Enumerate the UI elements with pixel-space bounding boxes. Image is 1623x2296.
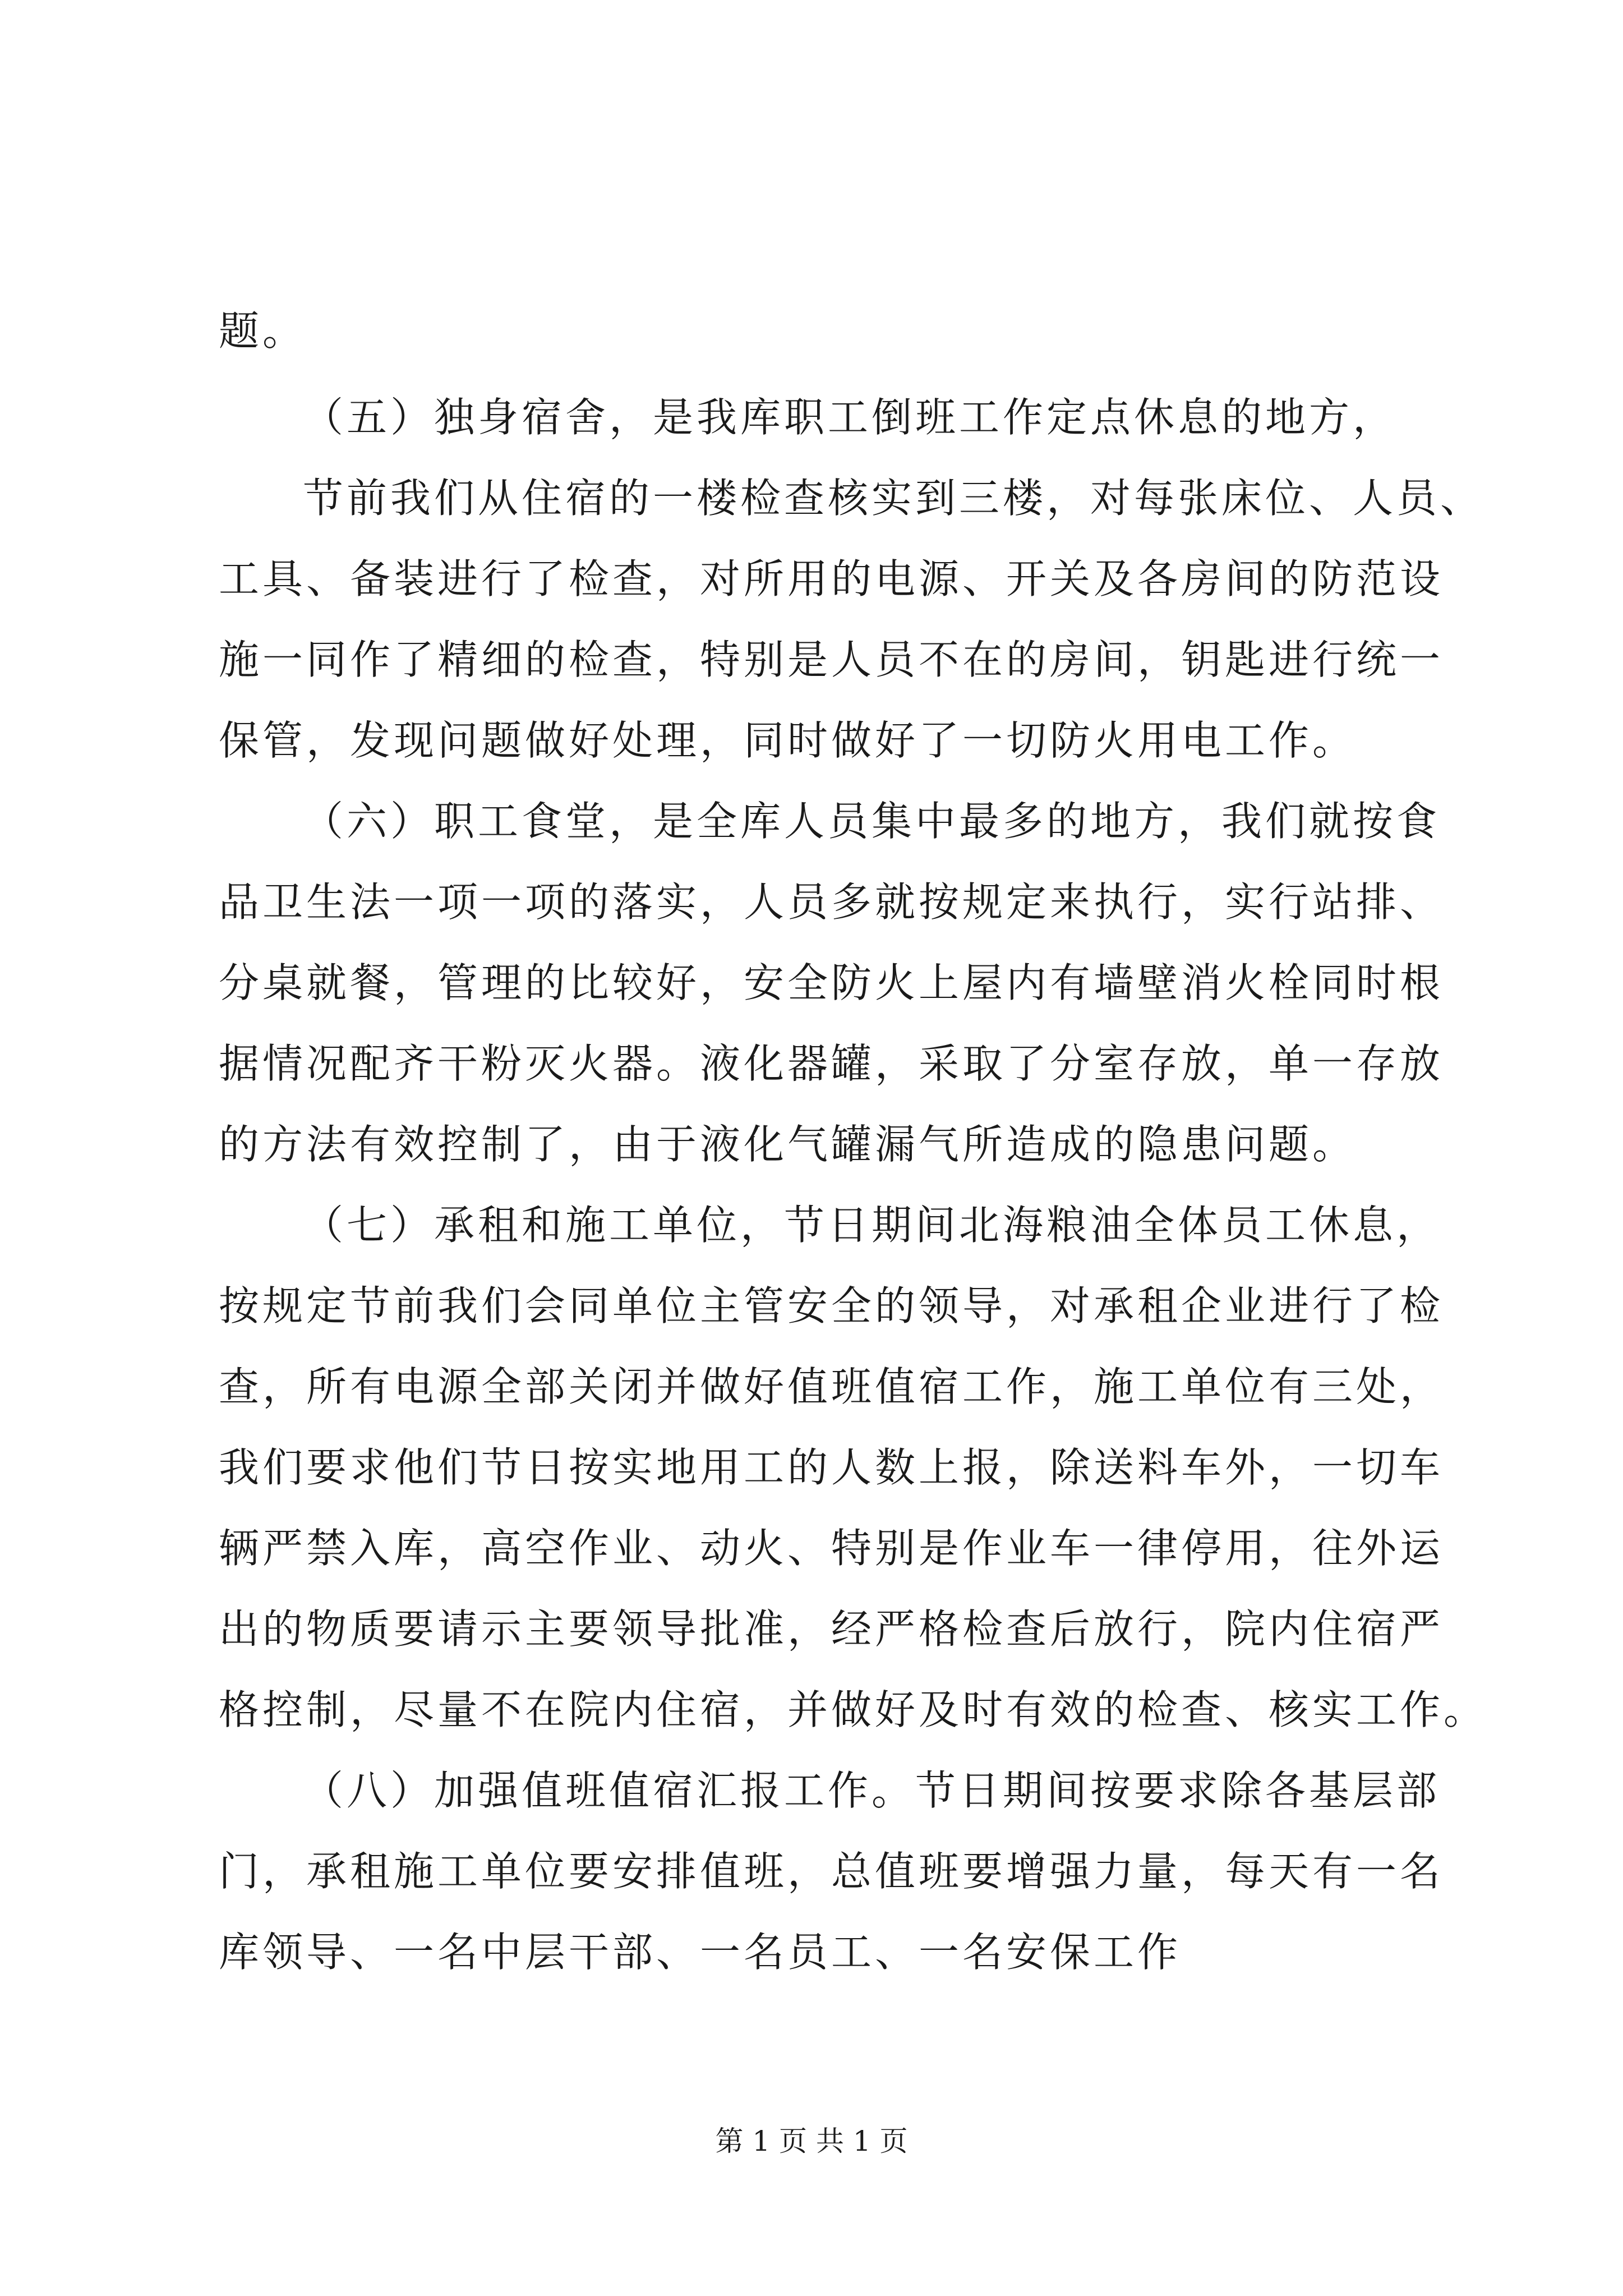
body-line: 分桌就餐，管理的比较好，安全防火上屋内有墙壁消火栓同时根: [219, 959, 1444, 1006]
body-line: 品卫生法一项一项的落实，人员多就按规定来执行，实行站排、: [219, 878, 1444, 926]
body-line: 门，承租施工单位要安排值班，总值班要增强力量，每天有一名: [219, 1848, 1444, 1895]
body-line: 工具、备装进行了检查，对所用的电源、开关及各房间的防范设: [219, 555, 1444, 602]
body-line: 施一同作了精细的检查，特别是人员不在的房间，钥匙进行统一: [219, 636, 1444, 683]
body-line: 格控制，尽量不在院内住宿，并做好及时有效的检查、核实工作。: [219, 1686, 1488, 1733]
body-line: （五）独身宿舍，是我库职工倒班工作定点休息的地方，: [303, 394, 1397, 441]
body-line: （六）职工食堂，是全库人员集中最多的地方，我们就按食: [303, 798, 1441, 845]
body-line: 按规定节前我们会同单位主管安全的领导，对承租企业进行了检: [219, 1282, 1444, 1329]
body-line: 查，所有电源全部关闭并做好值班值宿工作，施工单位有三处，: [219, 1363, 1444, 1410]
body-line: 据情况配齐干粉灭火器。液化器罐，采取了分室存放，单一存放: [219, 1040, 1444, 1087]
body-line: 节前我们从住宿的一楼检查核实到三楼，对每张床位、人员、: [303, 475, 1484, 522]
body-line: （八）加强值班值宿汇报工作。节日期间按要求除各基层部: [303, 1767, 1441, 1814]
body-line: 的方法有效控制了，由于液化气罐漏气所造成的隐患问题。: [219, 1121, 1357, 1168]
body-line: （七）承租和施工单位，节日期间北海粮油全体员工休息，: [303, 1202, 1441, 1249]
body-line: 题。: [219, 307, 307, 355]
body-line: 保管，发现问题做好处理，同时做好了一切防火用电工作。: [219, 717, 1357, 764]
body-line: 库领导、一名中层干部、一名员工、一名安保工作: [219, 1929, 1182, 1976]
body-line: 我们要求他们节日按实地用工的人数上报，除送料车外，一切车: [219, 1444, 1444, 1491]
body-line: 辆严禁入库，高空作业、动火、特别是作业车一律停用，往外运: [219, 1525, 1444, 1572]
body-line: 出的物质要请示主要领导批准，经严格检查后放行，院内住宿严: [219, 1605, 1444, 1653]
page-footer: 第 1 页 共 1 页: [715, 2125, 908, 2157]
